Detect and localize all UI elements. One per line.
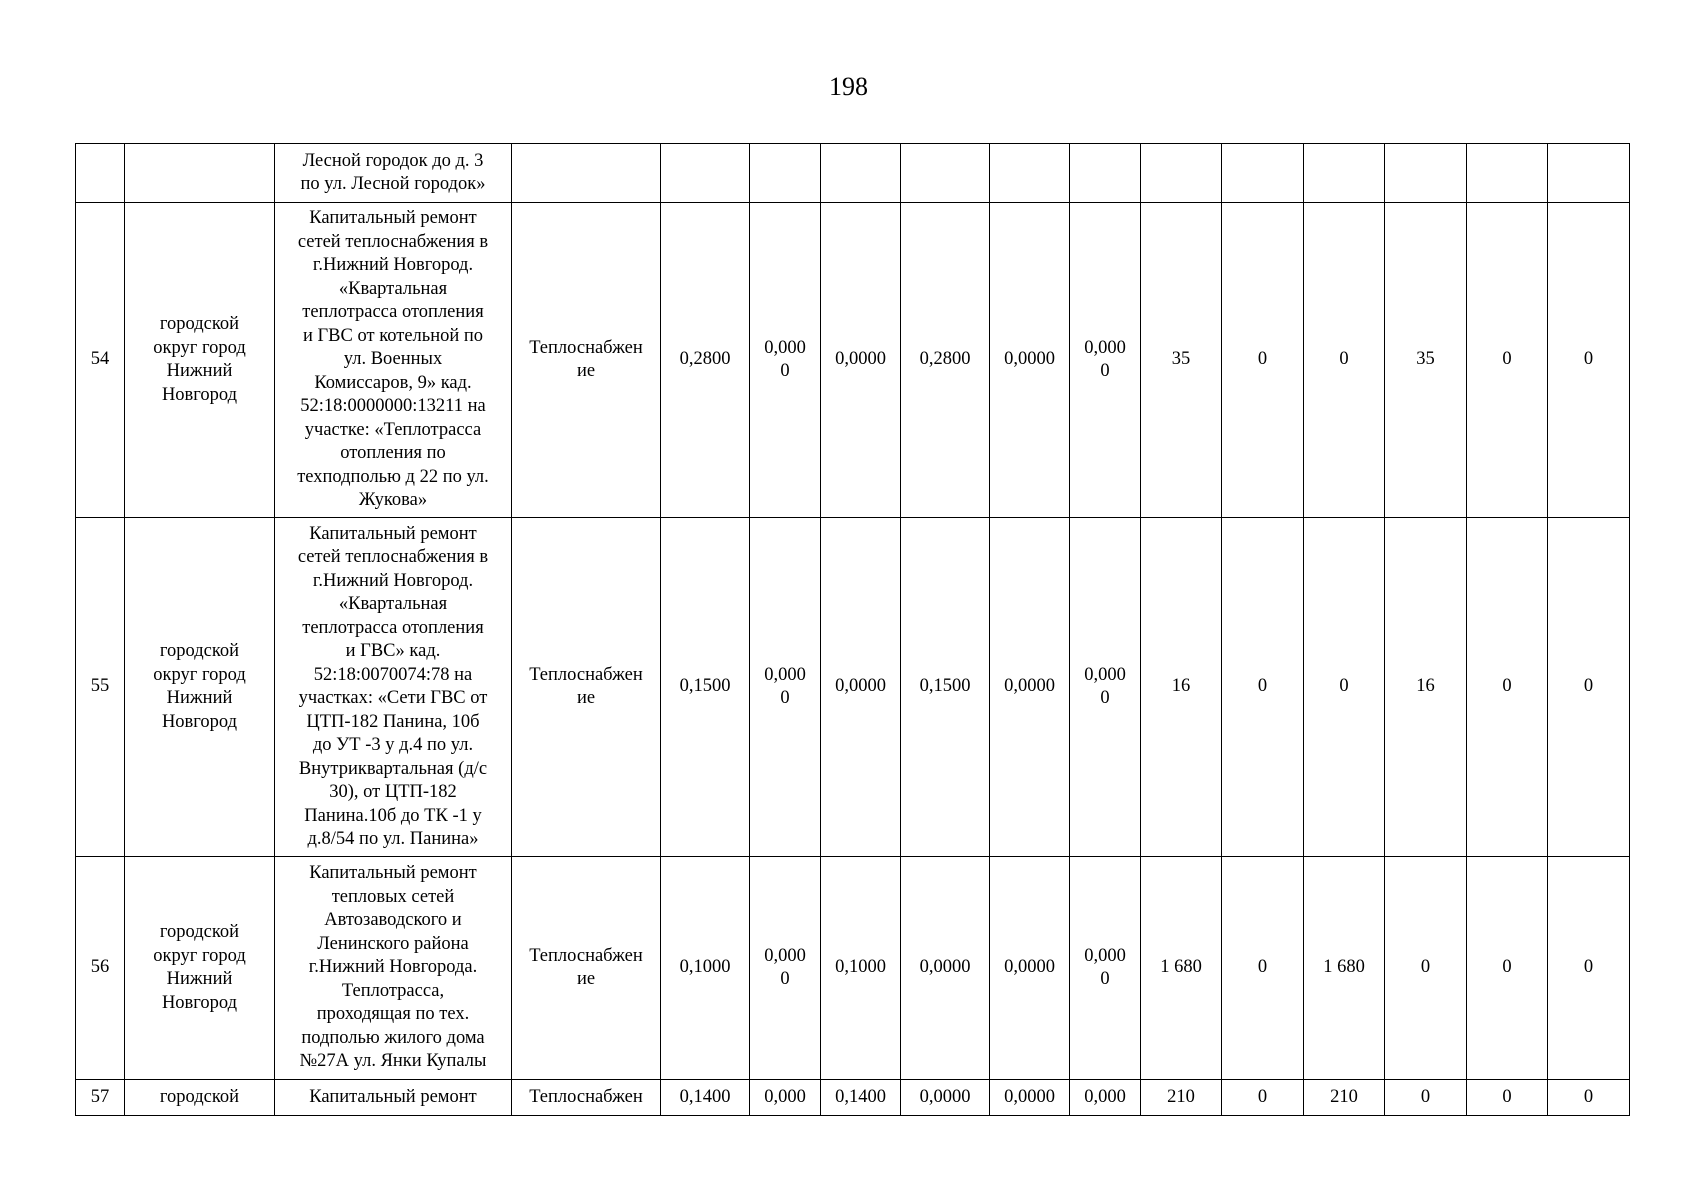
value-lines — [664, 1086, 746, 1110]
cost-cell — [1467, 144, 1548, 203]
value-cell — [661, 518, 750, 857]
value-cell — [990, 144, 1070, 203]
page-number: 198 — [829, 72, 868, 101]
value-lines — [753, 1086, 817, 1110]
text-line: теплотрасса отопления — [302, 617, 484, 638]
value-lines — [993, 675, 1066, 699]
value-lines — [1073, 1086, 1137, 1110]
cost-cell: 0 — [1467, 203, 1548, 518]
value-lines — [904, 348, 986, 372]
value-lines — [664, 348, 746, 372]
text-line: Ленинского района — [317, 933, 469, 954]
value-cell — [661, 144, 750, 203]
text-line: 30), от ЦТП-182 — [329, 782, 457, 802]
text-line: городской — [159, 641, 240, 661]
text-line: Лесной городок до д. 3 — [302, 150, 484, 171]
text-line: техподполью д 22 по ул. — [297, 466, 489, 487]
text-line: Теплоснабжен — [529, 337, 643, 358]
text-line: «Квартальная — [338, 278, 448, 299]
text-line: Капитальный ремонт — [309, 523, 477, 544]
table-row — [76, 1080, 1630, 1116]
table-row — [76, 518, 1630, 857]
cost-cell — [1141, 144, 1222, 203]
municipality-cell — [125, 144, 275, 203]
value-cell — [1070, 203, 1141, 518]
value-lines — [753, 945, 817, 992]
cost-cell: 16 — [1385, 518, 1467, 857]
row-number-cell: 55 — [76, 518, 125, 857]
text-line: округ город — [153, 664, 246, 685]
cost-cell — [1385, 144, 1467, 203]
cost-cell: 0 — [1222, 1080, 1304, 1116]
value-cell — [1070, 857, 1141, 1080]
value-cell — [901, 1080, 990, 1116]
text-line: 0 — [780, 969, 790, 989]
text-line: 0,1400 — [835, 1086, 886, 1107]
text-line: ул. Военных — [343, 349, 443, 370]
row-number-cell: 54 — [76, 203, 125, 518]
text-line: Жукова» — [358, 490, 428, 511]
description-cell — [275, 203, 512, 518]
cost-cell: 1 680 — [1304, 857, 1385, 1080]
text-line: Нижний — [166, 688, 233, 708]
text-line: Теплоснабжен — [529, 664, 643, 685]
value-cell — [1070, 518, 1141, 857]
value-cell — [821, 144, 901, 203]
value-cell — [901, 203, 990, 518]
value-lines — [1073, 337, 1137, 384]
cost-cell: 210 — [1304, 1080, 1385, 1116]
value-cell — [901, 144, 990, 203]
cost-cell: 0 — [1467, 518, 1548, 857]
value-cell — [750, 1080, 821, 1116]
description-lines — [278, 1086, 508, 1110]
description-lines — [278, 150, 508, 197]
cost-cell: 210 — [1141, 1080, 1222, 1116]
description-lines — [278, 207, 508, 513]
value-cell — [1070, 1080, 1141, 1116]
type-lines — [515, 664, 657, 711]
value-cell — [901, 857, 990, 1080]
text-line: 0,000 — [764, 945, 806, 966]
municipality-lines — [128, 921, 271, 1015]
text-line: Капитальный ремонт — [309, 208, 477, 229]
row-number-cell: 57 — [76, 1080, 125, 1116]
text-line: 52:18:0070074:78 на — [313, 664, 473, 685]
text-line: Новгород — [161, 992, 238, 1013]
text-line: 0,1000 — [835, 957, 886, 978]
text-line: городской — [159, 314, 240, 334]
text-line: 0,1000 — [679, 957, 731, 978]
cost-cell: 35 — [1141, 203, 1222, 518]
text-line: и ГВС» кад. — [345, 641, 441, 661]
text-line: 0,1400 — [679, 1086, 731, 1107]
value-cell — [901, 518, 990, 857]
text-line: ие — [576, 361, 596, 381]
cost-cell: 0 — [1467, 857, 1548, 1080]
type-cell — [512, 203, 661, 518]
text-line: 0,000 — [1084, 1086, 1126, 1107]
cost-cell: 35 — [1385, 203, 1467, 518]
text-line: отопления по — [340, 443, 446, 464]
text-line: ЦТП-182 Панина, 10б — [306, 711, 480, 732]
text-line: 0,1500 — [919, 676, 971, 697]
value-lines — [664, 956, 746, 980]
text-line: Новгород — [161, 384, 238, 405]
text-line: 0 — [1100, 361, 1110, 381]
text-line: до УТ -3 у д.4 по ул. — [312, 735, 474, 755]
text-line: 0,0000 — [1004, 676, 1055, 697]
cost-cell: 0 — [1304, 518, 1385, 857]
type-lines — [515, 337, 657, 384]
text-line: Новгород — [161, 711, 238, 732]
text-line: г.Нижний Новгород. — [312, 255, 474, 276]
municipality-cell — [125, 857, 275, 1080]
value-lines — [993, 1086, 1066, 1110]
text-line: Комиссаров, 9» кад. — [314, 372, 472, 393]
text-line: 0,000 — [1084, 337, 1126, 358]
text-line: теплотрасса отопления — [302, 302, 484, 323]
cost-cell: 0 — [1548, 518, 1630, 857]
value-lines — [753, 337, 817, 384]
text-line: Нижний — [166, 361, 233, 381]
text-line: Нижний — [166, 969, 233, 989]
text-line: Теплоснабжен — [529, 1086, 643, 1107]
program-table — [75, 143, 1630, 1116]
type-cell — [512, 1080, 661, 1116]
description-lines — [278, 523, 508, 852]
municipality-cell — [125, 1080, 275, 1116]
text-line: 0 — [780, 361, 790, 381]
value-cell — [821, 518, 901, 857]
table-row — [76, 203, 1630, 518]
text-line: Капитальный ремонт — [309, 1086, 477, 1107]
cost-cell: 0 — [1548, 203, 1630, 518]
text-line: 0,000 — [1084, 945, 1126, 966]
text-line: Капитальный ремонт — [309, 863, 477, 884]
type-cell — [512, 518, 661, 857]
value-cell — [990, 203, 1070, 518]
value-lines — [824, 956, 897, 980]
value-cell — [821, 1080, 901, 1116]
text-line: 0,0000 — [1004, 957, 1055, 978]
text-line: 0,000 — [764, 664, 806, 685]
municipality-cell — [125, 518, 275, 857]
type-lines — [515, 945, 657, 992]
text-line: №27А ул. Янки Купалы — [299, 1051, 487, 1072]
text-line: по ул. Лесной городок» — [300, 174, 486, 194]
cost-cell: 0 — [1548, 857, 1630, 1080]
cost-cell: 16 — [1141, 518, 1222, 857]
cost-cell: 0 — [1222, 857, 1304, 1080]
cost-cell: 0 — [1385, 857, 1467, 1080]
text-line: округ город — [153, 337, 246, 358]
text-line: Теплотрасса, — [341, 980, 445, 1001]
text-line: 0 — [1100, 969, 1110, 989]
value-lines — [993, 956, 1066, 980]
text-line: сетей теплоснабжения в — [297, 547, 489, 567]
text-line: сетей теплоснабжения в — [297, 231, 489, 252]
cost-cell: 0 — [1222, 203, 1304, 518]
cost-cell — [1222, 144, 1304, 203]
cost-cell: 0 — [1222, 518, 1304, 857]
value-cell — [990, 518, 1070, 857]
table-row — [76, 857, 1630, 1080]
value-lines — [904, 675, 986, 699]
text-line: и ГВС от котельной по — [302, 325, 484, 346]
text-line: 0 — [1100, 688, 1110, 708]
text-line: округ город — [153, 945, 246, 966]
cost-cell — [1548, 144, 1630, 203]
description-cell — [275, 1080, 512, 1116]
text-line: 0,0000 — [835, 349, 886, 370]
text-line: ие — [576, 969, 596, 989]
value-cell — [990, 857, 1070, 1080]
value-lines — [824, 348, 897, 372]
text-line: подполью жилого дома — [301, 1027, 485, 1048]
value-cell — [821, 203, 901, 518]
value-lines — [664, 675, 746, 699]
value-cell — [661, 857, 750, 1080]
text-line: городской — [159, 1086, 240, 1107]
row-number-cell — [76, 144, 125, 203]
text-line: Внутриквартальная (д/с — [298, 758, 488, 779]
text-line: 0 — [780, 688, 790, 708]
text-line: 0,1500 — [679, 676, 731, 697]
text-line: ие — [576, 688, 596, 708]
type-cell — [512, 857, 661, 1080]
value-cell — [661, 1080, 750, 1116]
municipality-lines — [128, 640, 271, 734]
text-line: 0,0000 — [919, 1086, 971, 1107]
description-cell — [275, 857, 512, 1080]
text-line: 0,2800 — [679, 349, 731, 370]
text-line: 0,000 — [764, 337, 806, 358]
text-line: 0,2800 — [919, 349, 971, 370]
text-line: 0,000 — [1084, 664, 1126, 685]
text-line: участке: «Теплотрасса — [304, 419, 482, 440]
text-line: 0,0000 — [1004, 349, 1055, 370]
municipality-lines — [128, 1086, 271, 1110]
text-line: тепловых сетей — [331, 886, 455, 907]
text-line: Теплоснабжен — [529, 945, 643, 966]
value-cell — [661, 203, 750, 518]
text-line: проходящая по тех. — [316, 1004, 470, 1025]
value-lines — [904, 956, 986, 980]
municipality-lines — [128, 313, 271, 407]
value-lines — [824, 675, 897, 699]
description-cell — [275, 518, 512, 857]
type-lines — [515, 1086, 657, 1110]
table-row — [76, 144, 1630, 203]
municipality-cell — [125, 203, 275, 518]
cost-cell: 1 680 — [1141, 857, 1222, 1080]
cost-cell — [1304, 144, 1385, 203]
cost-cell: 0 — [1385, 1080, 1467, 1116]
text-line: 0,000 — [764, 1086, 806, 1107]
text-line: г.Нижний Новгорода. — [308, 957, 478, 978]
value-lines — [824, 1086, 897, 1110]
value-cell — [750, 144, 821, 203]
description-cell — [275, 144, 512, 203]
description-lines — [278, 862, 508, 1074]
value-cell — [821, 857, 901, 1080]
value-lines — [753, 664, 817, 711]
text-line: 52:18:0000000:13211 на — [300, 396, 486, 417]
text-line: 0,0000 — [835, 676, 886, 697]
value-lines — [993, 348, 1066, 372]
value-cell — [1070, 144, 1141, 203]
text-line: Автозаводского и — [324, 910, 462, 931]
text-line: д.8/54 по ул. Панина» — [307, 829, 479, 849]
text-line: 0,0000 — [1004, 1086, 1055, 1107]
value-lines — [1073, 945, 1137, 992]
type-cell — [512, 144, 661, 203]
value-cell — [750, 203, 821, 518]
value-lines — [1073, 664, 1137, 711]
value-cell — [750, 518, 821, 857]
row-number-cell: 56 — [76, 857, 125, 1080]
value-lines — [904, 1086, 986, 1110]
cost-cell: 0 — [1467, 1080, 1548, 1116]
value-cell — [990, 1080, 1070, 1116]
text-line: участках: «Сети ГВС от — [298, 688, 488, 708]
cost-cell: 0 — [1304, 203, 1385, 518]
text-line: г.Нижний Новгород. — [312, 570, 474, 591]
cost-cell: 0 — [1548, 1080, 1630, 1116]
text-line: городской — [159, 922, 240, 942]
text-line: Панина.10б до ТК -1 у — [304, 805, 482, 826]
value-cell — [750, 857, 821, 1080]
text-line: «Квартальная — [338, 594, 448, 614]
text-line: 0,0000 — [919, 957, 971, 978]
